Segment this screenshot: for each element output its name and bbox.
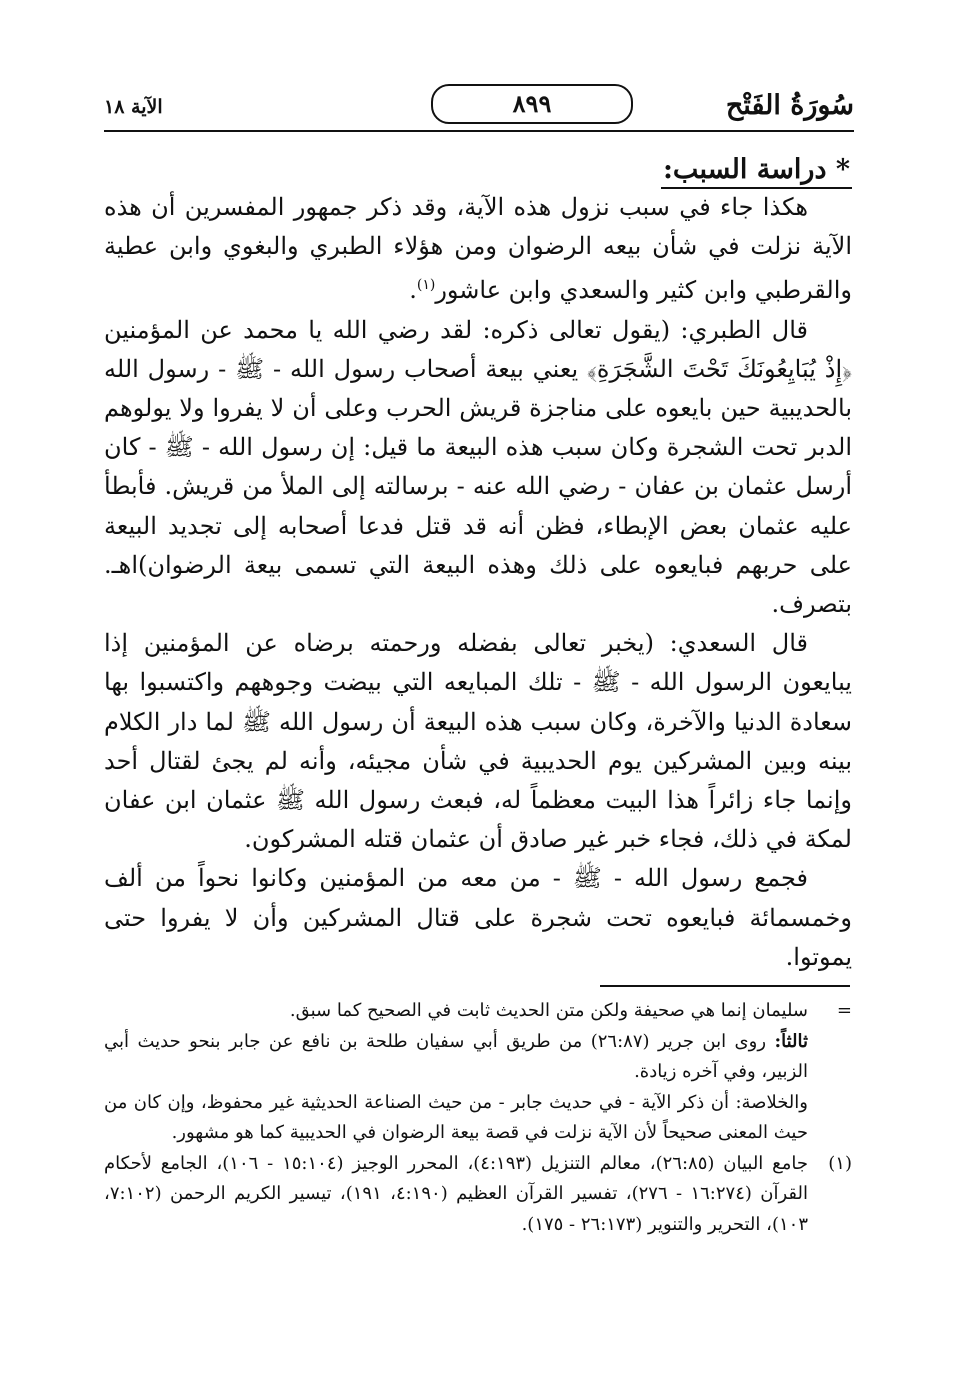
page-number-badge: ٨٩٩	[431, 84, 633, 124]
footnote-continuation	[104, 996, 852, 1149]
paragraph-conclusion: فجمع رسول الله - ﷺ - من معه من المؤمنين وكانوا نحواً من ألف وخمسمائة فبايعوه تحت شجرة على قتال المشركين وأن لا يفروا حتى يموتوا.	[104, 864, 852, 971]
main-text	[104, 152, 852, 977]
continuation-mark: =	[836, 1000, 852, 1021]
paragraph-1: هكذا جاء في سبب نزول هذه الآية، وقد ذكر جمهور المفسرين أن هذه الآية نزلت في شأن بيعه الرضوان ومن هؤلاء الطبري والبغوي وابن عطية والقرطبي وابن كثير والسعدي وابن عاشور$^{(١)}$.	[104, 193, 852, 305]
section-heading: * دراسة السبب:	[104, 152, 852, 188]
footnote-1-text: جامع البيان (٢٦:٨٥)، معالم التنزيل (٤:١٩٣)، المحرر الوجيز (١٥:١٠٤ - ١٠٦)، الجامع لأحكام القرآن (١٦:٢٧٤ - ٢٧٦)، تفسير القرآن العظيم (٤:١٩٠، ١٩١)، تيسير الكريم الرحمن (٧:١٠٢، ١٠٣)، التحرير والتنوير (٢٦:١٧٣ - ١٧٥).	[104, 1152, 808, 1235]
footnote-1-number: (١)	[828, 1152, 852, 1174]
header-divider	[104, 130, 854, 132]
footnote-line: سليمان إنما هي صحيفة ولكن متن الحديث ثابت في الصحيح كما سبق.	[289, 1000, 808, 1021]
footnote-1	[104, 1149, 852, 1241]
paragraph-tabari: قال الطبري: (يقول تعالى ذكره: لقد رضي الله يا محمد عن المؤمنين ﴿إِذْ يُبَايِعُونَكَ تَحْتَ الشَّجَرَةِ﴾ يعني بيعة أصحاب رسول الله - ﷺ - رسول الله بالحديبية حين بايعوه على مناجزة قريش الحرب وعلى أن لا يفروا ولا يولوهم الدبر تحت الشجرة وكان سبب هذه البيعة ما قيل: إن رسول الله - ﷺ - كان أرسل عثمان بن عفان - رضي الله عنه - برسالته إلى الملأ من قريش. فأبطأ عليه عثمان بعض الإبطاء، فظن أنه قد قتل فدعا أصحابه إلى تجديد البيعة على حربهم فبايعوه على ذلك وهذه البيعة التي تسمى بيعة الرضوان)اهـ. بتصرف.	[104, 315, 852, 619]
ayah-label: الآية ١٨	[104, 96, 163, 118]
footnote-thalithan: ثالثاً: روى ابن جرير (٢٦:٨٧) من طريق أبي سفيان طلحة بن نافع عن جابر بنحو حديث أبي الزبير، وفي آخره زيادة.	[104, 1030, 808, 1082]
footnote-ref-1: (١)	[416, 277, 436, 294]
footnote-divider	[600, 985, 850, 987]
surah-title: سُورَةُ الفَتْح	[725, 90, 854, 121]
footnotes	[104, 996, 852, 1240]
footnote-khulasa: والخلاصة: أن ذكر الآية - في حديث جابر - من حيث الصناعة الحديثية غير محفوظ، وإن كان من حيث المعنى صحيحاً لأن الآية نزلت في قصة بيعة الرضوان في الحديبية كما هو مشهور.	[104, 1091, 808, 1143]
page-header	[104, 84, 854, 124]
paragraph-saadi: قال السعدي: (يخبر تعالى بفضله ورحمته برضاه عن المؤمنين إذا يبايعون الرسول الله - ﷺ - تلك المبايعه التي بيضت وجوههم واكتسبوا بها سعادة الدنيا والآخرة، وكان سبب هذه البيعة أن رسول الله ﷺ لما دار الكلام بينه وبين المشركين يوم الحديبية في شأن مجيئه، وأنه لم يجئ لقتال أحد وإنما جاء زائراً هذا البيت معظماً له، فبعث رسول الله ﷺ عثمان ابن عفان لمكة في ذلك، فجاء خبر غير صادق أن عثمان قتله المشركون.	[104, 629, 852, 854]
